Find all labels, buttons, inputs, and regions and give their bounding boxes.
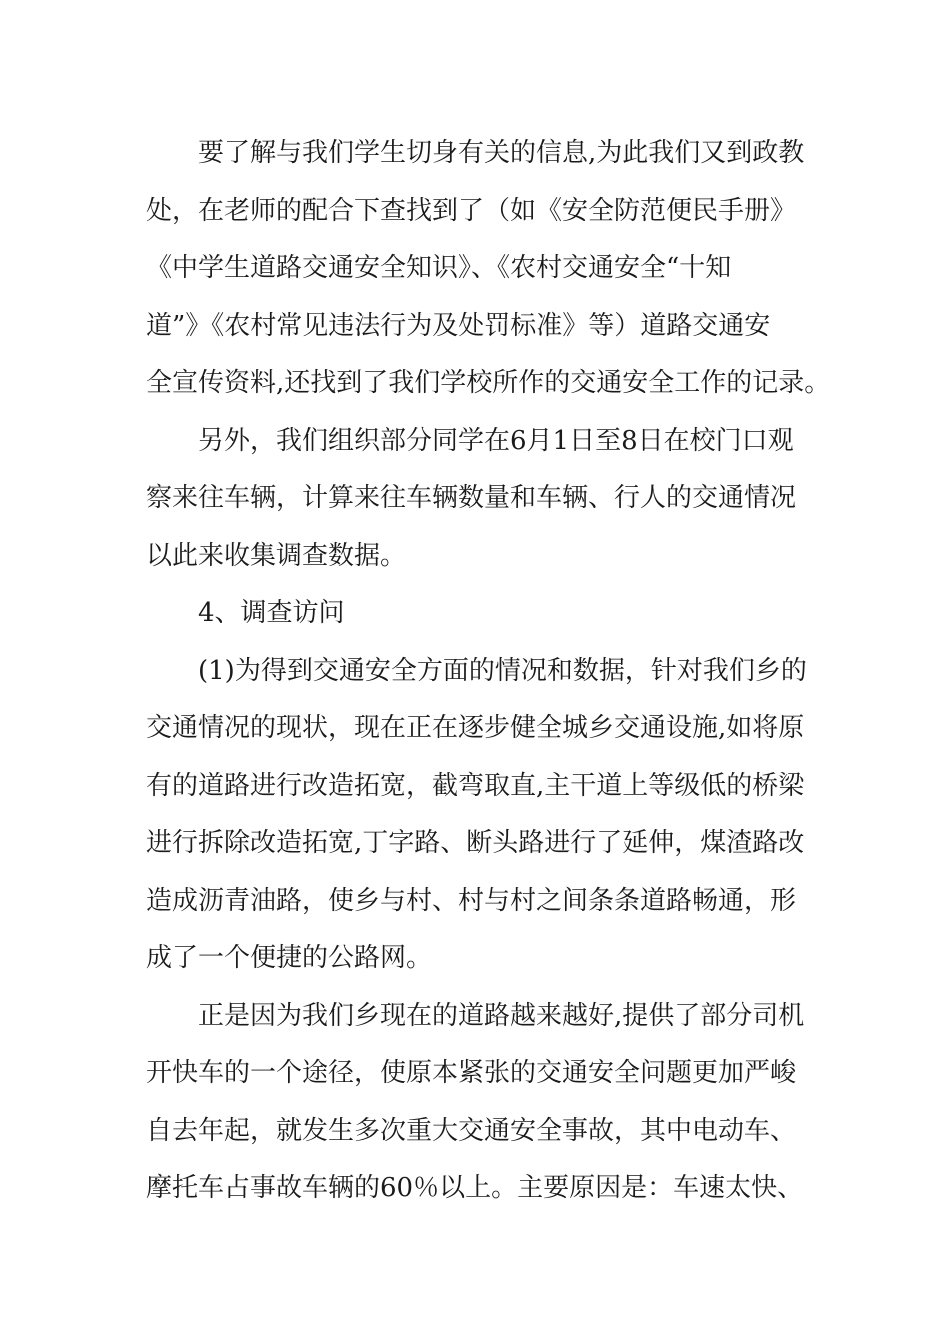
paragraph-line: (1)为得到交通安全方面的情况和数据，针对我们乡的 (198, 655, 807, 686)
paragraph-line: 《中学生道路交通安全知识》、《农村交通安全“十知 (146, 253, 732, 283)
paragraph-line: 摩托车占事故车辆的60％以上。主要原因是：车速太快、 (146, 1173, 804, 1203)
paragraph-line: 正是因为我们乡现在的道路越来越好,提供了部分司机 (198, 1000, 805, 1031)
paragraph-line: 察来往车辆，计算来往车辆数量和车辆、行人的交通情况 (146, 483, 797, 513)
section-heading: 4、调查访问 (198, 598, 345, 628)
paragraph-line: 以此来收集调查数据。 (146, 540, 407, 571)
paragraph-line: 成了一个便捷的公路网。 (146, 943, 433, 973)
body-text (146, 125, 831, 1218)
paragraph-line: 处，在老师的配合下查找到了（如《安全防范便民手册》 (146, 195, 797, 226)
paragraph-line: 要了解与我们学生切身有关的信息,为此我们又到政教 (198, 138, 805, 168)
paragraph-line: 有的道路进行改造拓宽，截弯取直,主干道上等级低的桥梁 (146, 770, 805, 801)
paragraph-line: 开快车的一个途径，使原本紧张的交通安全问题更加严峻 (146, 1058, 797, 1088)
paragraph-line: 交通情况的现状，现在正在逐步健全城乡交通设施,如将原 (146, 713, 805, 743)
paragraph-line: 全宣传资料,还找到了我们学校所作的交通安全工作的记录。 (146, 368, 831, 398)
paragraph-line: 造成沥青油路，使乡与村、村与村之间条条道路畅通，形 (146, 885, 797, 916)
paragraph-line: 道”》《农村常见违法行为及处罚标准》等）道路交通安 (146, 310, 771, 341)
paragraph-line: 自去年起，就发生多次重大交通安全事故，其中电动车、 (146, 1115, 797, 1146)
paragraph-line: 另外，我们组织部分同学在6月1日至8日在校门口观 (198, 425, 794, 456)
paragraph-line: 进行拆除改造拓宽,丁字路、断头路进行了延伸，煤渣路改 (146, 828, 805, 858)
